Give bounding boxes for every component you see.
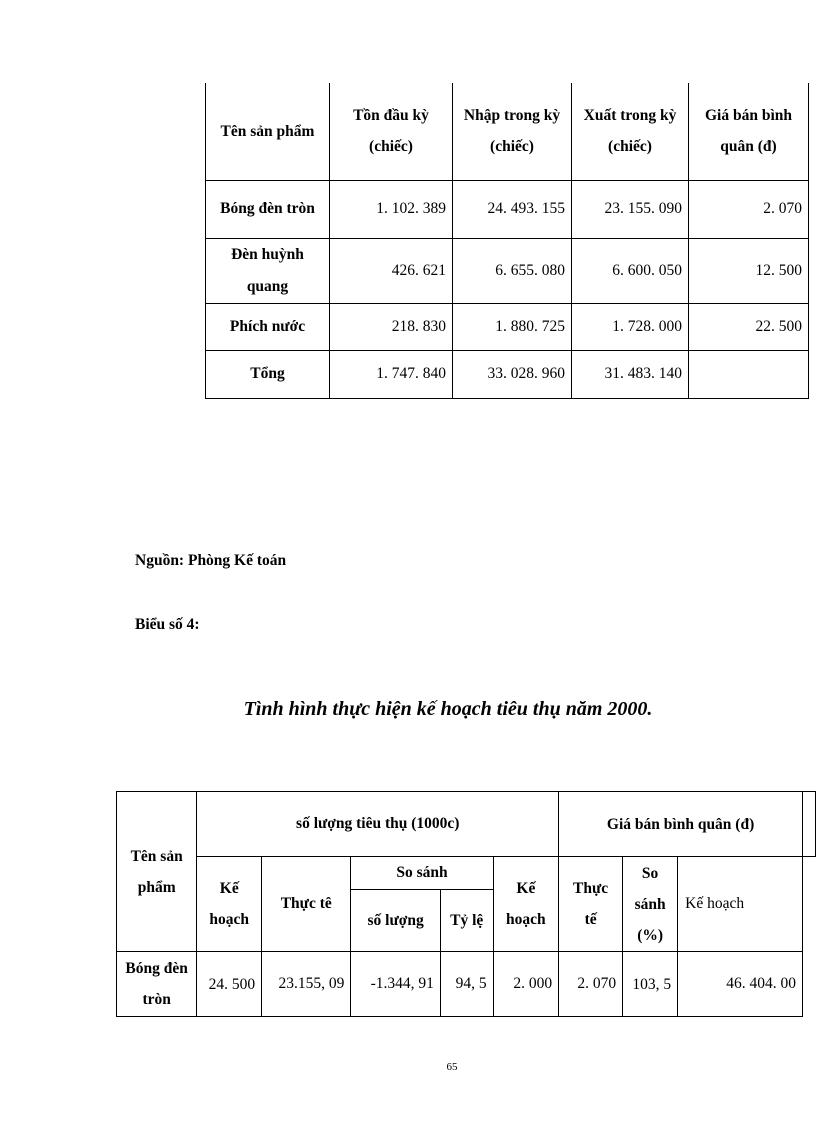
sales-plan-table (116, 791, 816, 1017)
row-product: Phích nước (206, 303, 330, 350)
header-imports: Nhập trong kỳ (chiếc) (453, 83, 572, 180)
table-row (206, 180, 809, 238)
table-row (206, 350, 809, 398)
inventory-table (205, 83, 809, 399)
table-row (206, 303, 809, 350)
cell: 6. 600. 050 (572, 238, 689, 303)
table-header-row (117, 857, 816, 890)
header-product: Tên sản phẩm (117, 792, 197, 952)
page-title: Tình hình thực hiện kế hoạch tiêu thụ năm 2000. (243, 698, 653, 720)
row-total-label: Tổng (206, 350, 330, 398)
cell: 24. 493. 155 (453, 180, 572, 238)
header-qty-group: số lượng tiêu thụ (1000c) (197, 792, 559, 857)
header-compare-ratio: Tỷ lệ (440, 890, 493, 952)
cell-compare-qty: -1.344, 91 (351, 952, 441, 1017)
row-product: Bóng đèn tròn (206, 180, 330, 238)
header-compare-qty: số lượng (351, 890, 441, 952)
cell (689, 350, 809, 398)
table-row (117, 952, 816, 1017)
cell: 33. 028. 960 (453, 350, 572, 398)
cell: 1. 747. 840 (330, 350, 453, 398)
table-row (206, 238, 809, 303)
chart-label: Biểu số 4: (135, 616, 200, 633)
cell-plan: 24. 500 (197, 952, 262, 1017)
cell-price-plan: 2. 000 (493, 952, 559, 1017)
cell: 2. 070 (689, 180, 809, 238)
header-compare: So sánh (351, 857, 493, 890)
cell: 31. 483. 140 (572, 350, 689, 398)
header-revenue-group (803, 792, 816, 857)
header-price-plan: Kế hoạch (493, 857, 559, 952)
cell-price-compare: 103, 5 (623, 952, 678, 1017)
page-number: 65 (446, 1061, 458, 1073)
header-product: Tên sản phẩm (206, 83, 330, 180)
header-revenue-plan: Kế hoạch (678, 857, 803, 952)
cell: 6. 655. 080 (453, 238, 572, 303)
cell: 426. 621 (330, 238, 453, 303)
header-price-compare: So sánh (%) (623, 857, 678, 952)
table-header-row (206, 83, 809, 180)
cell-compare-ratio: 94, 5 (440, 952, 493, 1017)
header-exports: Xuất trong kỳ (chiếc) (572, 83, 689, 180)
header-opening-stock: Tồn đầu kỳ (chiếc) (330, 83, 453, 180)
header-avg-price: Giá bán bình quân (đ) (689, 83, 809, 180)
cell: 218. 830 (330, 303, 453, 350)
header-price-group: Giá bán bình quân (đ) (559, 792, 803, 857)
row-product: Đèn huỳnh quang (206, 238, 330, 303)
row-product: Bóng đèn tròn (117, 952, 197, 1017)
cell: 22. 500 (689, 303, 809, 350)
cell-revenue-plan: 46. 404. 00 (678, 952, 803, 1017)
cell-actual: 23.155, 09 (262, 952, 351, 1017)
source-line: Nguồn: Phòng Kế toán (135, 552, 287, 569)
header-plan: Kế hoạch (197, 857, 262, 952)
cell: 12. 500 (689, 238, 809, 303)
cell: 1. 728. 000 (572, 303, 689, 350)
header-price-actual: Thực tế (559, 857, 623, 952)
cell: 1. 880. 725 (453, 303, 572, 350)
header-actual: Thực tê (262, 857, 351, 952)
table-header-row (117, 792, 816, 857)
cell: 23. 155. 090 (572, 180, 689, 238)
cell: 1. 102. 389 (330, 180, 453, 238)
cell-price-actual: 2. 070 (559, 952, 623, 1017)
